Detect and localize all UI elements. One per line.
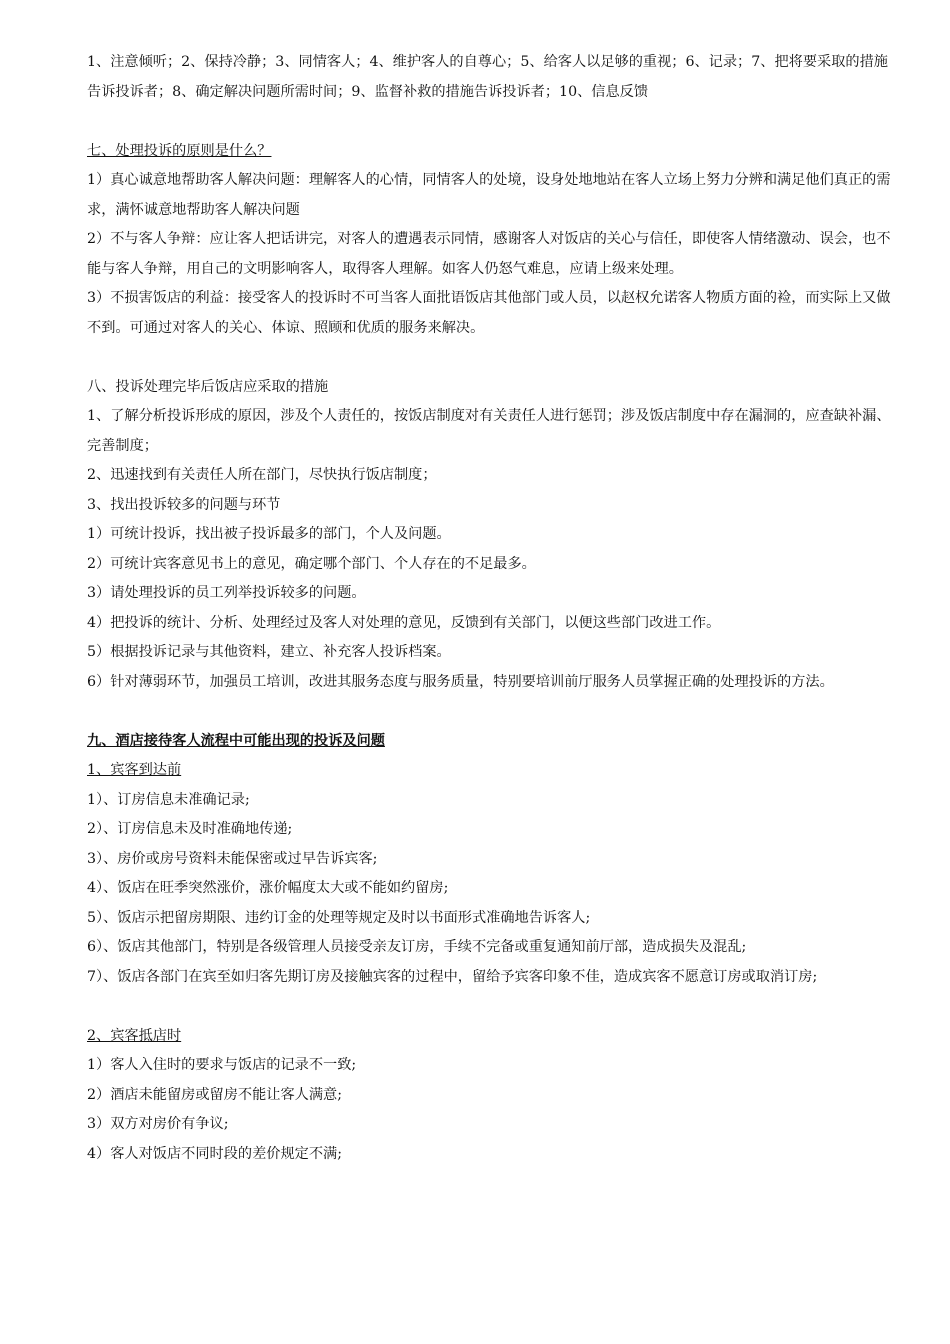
spacer — [87, 992, 897, 1022]
section-7-item: 2）不与客人争辩：应让客人把话讲完，对客人的遭遇表示同情，感谢客人对饭店的关心与信任，即使客人情绪激动、误会，也不能与客人争辩，用自己的文明影响客人，取得客人理解。如客人仍怒气难息，应请上级来处理。 — [87, 231, 891, 277]
section-9-sub1-item: 1）、订房信息未准确记录; — [87, 791, 250, 808]
document-page — [87, 48, 897, 1169]
section-9-sub2-item: 4）客人对饭店不同时段的差价规定不满; — [87, 1145, 342, 1162]
section-9-sub1-item: 6）、饭店其他部门，特别是各级管理人员接受亲友订房，手续不完备或重复通知前厅部，造成损失及混乱; — [87, 939, 747, 955]
section-9-sub2-item: 3）双方对房价有争议; — [87, 1116, 229, 1132]
section-9-sub2-title: 2、宾客抵店时 — [87, 1027, 182, 1044]
section-9-sub2-item: 2）酒店未能留房或留房不能让客人满意; — [87, 1086, 342, 1103]
top-paragraph: 1、注意倾听；2、保持冷静；3、同情客人；4、维护客人的自尊心；5、给客人以足够的重视；6、记录；7、把将要采取的措施告诉投诉者；8、确定解决问题所需时间；9、监督补救的措施告诉投诉者；10、信息反馈 — [87, 54, 888, 100]
section-8-item: 1、了解分析投诉形成的原因，涉及个人责任的，按饭店制度对有关责任人进行惩罚；涉及饭店制度中存在漏洞的，应查缺补漏、完善制度； — [87, 408, 891, 454]
section-8-item: 5）根据投诉记录与其他资料，建立、补充客人投诉档案。 — [87, 644, 451, 660]
section-8-item: 1）可统计投诉，找出被子投诉最多的部门，个人及问题。 — [87, 526, 451, 542]
section-8-item: 3）请处理投诉的员工列举投诉较多的问题。 — [87, 585, 366, 601]
section-9-sub1-item: 3）、房价或房号资料未能保密或过早告诉宾客; — [87, 850, 378, 867]
section-8-title: 八、投诉处理完毕后饭店应采取的措施 — [87, 378, 329, 395]
section-7-title: 七、处理投诉的原则是什么？ — [87, 142, 272, 159]
section-8-item: 2、迅速找到有关责任人所在部门，尽快执行饭店制度； — [87, 467, 437, 483]
section-9-sub1-item: 2）、订房信息未及时准确地传递; — [87, 821, 293, 837]
spacer — [87, 107, 897, 137]
section-9-sub1-item: 5）、饭店示把留房期限、违约订金的处理等规定及时以书面形式准确地告诉客人; — [87, 909, 591, 926]
spacer — [87, 697, 897, 727]
section-7-item: 3）不损害饭店的利益：接受客人的投诉时不可当客人面批语饭店其他部门或人员，以赵权允诺客人物质方面的裣，而实际上又做不到。可通过对客人的关心、体谅、照顾和优质的服务来解决。 — [87, 290, 891, 336]
section-7-item: 1）真心诚意地帮助客人解决问题：理解客人的心情，同情客人的处境，设身处地地站在客人立场上努力分辨和满足他们真正的需求，满怀诚意地帮助客人解决问题 — [87, 172, 891, 218]
section-9-sub1-item: 7）、饭店各部门在宾至如归客先期订房及接触宾客的过程中，留给予宾客印象不佳，造成宾客不愿意订房或取消订房; — [87, 968, 818, 985]
section-8-item: 4）把投诉的统计、分析、处理经过及客人对处理的意见，反馈到有关部门，以便这些部门改进工作。 — [87, 614, 721, 631]
section-8-item: 2）可统计宾客意见书上的意见，确定哪个部门、个人存在的不足最多。 — [87, 555, 536, 572]
section-8-item: 6）针对薄弱环节，加强员工培训，改进其服务态度与服务质量，特别要培训前厅服务人员掌握正确的处理投诉的方法。 — [87, 673, 834, 690]
section-8-item: 3、找出投诉较多的问题与环节 — [87, 496, 281, 513]
section-9-sub1-title: 1、宾客到达前 — [87, 762, 182, 778]
section-9-sub2-item: 1）客人入住时的要求与饭店的记录不一致; — [87, 1057, 357, 1073]
section-9-title: 九、酒店接待客人流程中可能出现的投诉及问题 — [87, 732, 385, 749]
spacer — [87, 343, 897, 373]
section-9-sub1-item: 4）、饭店在旺季突然涨价，涨价幅度太大或不能如约留房; — [87, 880, 449, 896]
